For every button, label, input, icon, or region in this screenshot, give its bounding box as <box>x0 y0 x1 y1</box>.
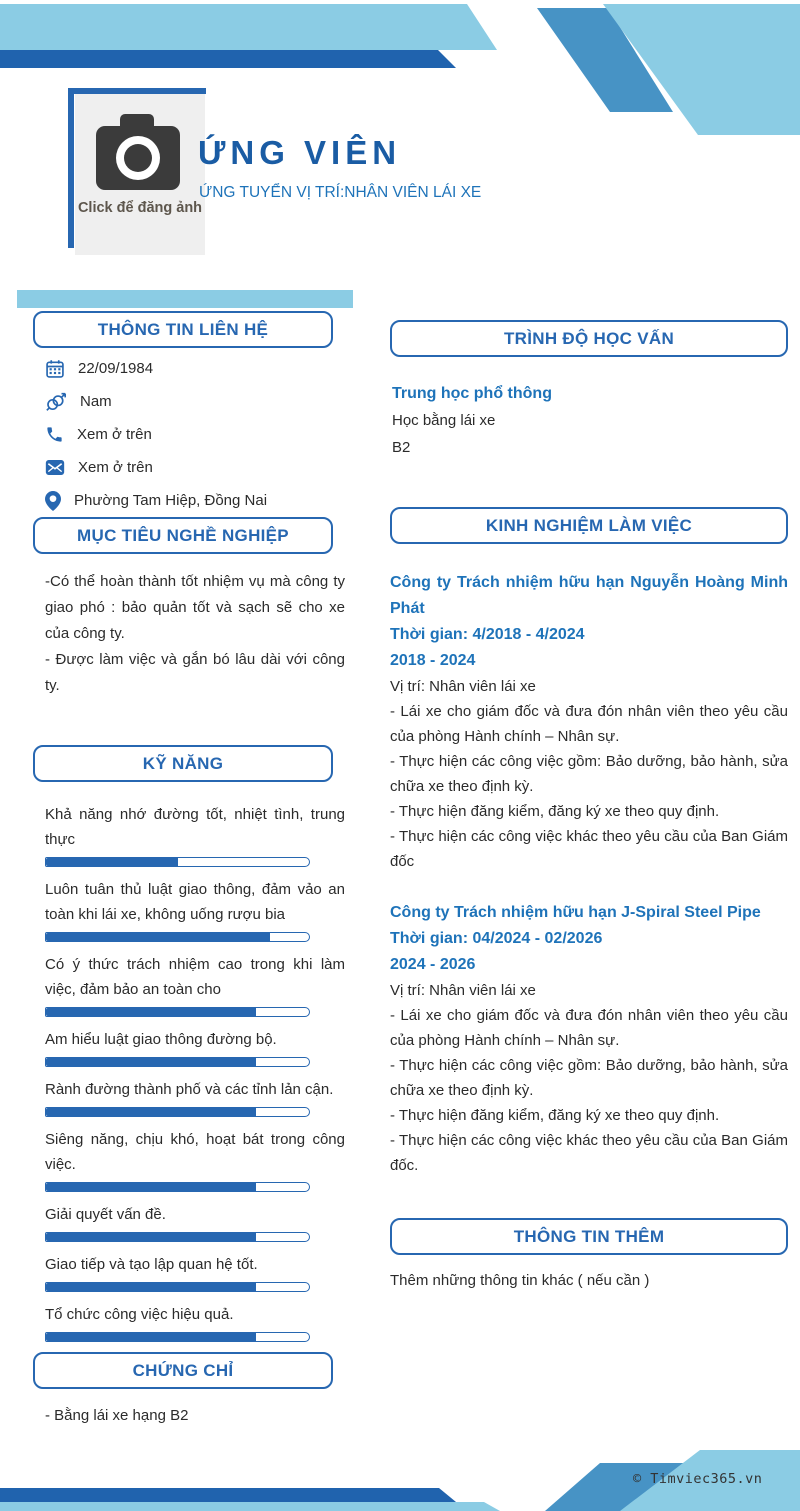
objective-paragraph: - Được làm việc và gắn bó lâu dài với công ty. <box>45 651 345 694</box>
contact-item-address <box>45 484 355 517</box>
objective-paragraph: -Có thể hoàn thành tốt nhiệm vụ mà công ty giao phó : bảo quản tốt và sạch sẽ cho xe của công ty. <box>45 573 345 642</box>
skill-item <box>45 952 345 1017</box>
job-period: Thời gian: 04/2024 - 02/2026 <box>390 930 603 947</box>
skill-label: Tổ chức công việc hiệu quả. <box>45 1306 234 1323</box>
skill-item <box>45 1077 345 1117</box>
photo-frame-left <box>68 88 74 248</box>
skill-label: Khả năng nhớ đường tốt, nhiệt tình, trung thực <box>45 806 345 848</box>
skill-label: Giao tiếp và tạo lập quan hệ tốt. <box>45 1256 258 1273</box>
skill-label: Có ý thức trách nhiệm cao trong khi làm việc, đảm bảo an toàn cho <box>45 956 345 998</box>
job-company: Công ty Trách nhiệm hữu hạn J-Spiral Steel Pipe <box>390 904 761 921</box>
header-band-dark <box>0 50 456 68</box>
skill-item <box>45 1127 345 1192</box>
skill-bar-fill <box>46 933 270 941</box>
job-bullet: - Thực hiện đăng kiểm, đăng ký xe theo quy định. <box>390 1107 720 1124</box>
section-title-additional-label: THÔNG TIN THÊM <box>513 1226 665 1246</box>
photo-caption: Click để đăng ảnh <box>77 200 203 216</box>
skill-bar-fill <box>46 1108 256 1116</box>
footer-band-light <box>0 1502 500 1511</box>
contact-item-email <box>45 451 355 484</box>
contact-address-value: Phường Tam Hiệp, Đồng Nai <box>74 492 268 509</box>
skill-label: Giải quyết vấn đề. <box>45 1206 166 1223</box>
skill-bar-track <box>45 1332 310 1342</box>
photo-upload[interactable] <box>75 94 205 255</box>
section-title-experience <box>390 507 788 544</box>
contact-item-phone <box>45 418 355 451</box>
skill-item <box>45 877 345 942</box>
additional-info-text: Thêm những thông tin khác ( nếu cần ) <box>390 1272 650 1289</box>
brand-credit: © Timviec365.vn <box>633 1471 763 1487</box>
email-icon <box>45 459 65 476</box>
education-detail: Học bằng lái xe <box>392 412 496 429</box>
contact-accent-bar <box>17 290 353 308</box>
applied-position: ỨNG TUYỂN VỊ TRÍ:NHÂN VIÊN LÁI XE <box>199 184 482 201</box>
header-band-light <box>0 4 500 50</box>
education-school: Trung học phổ thông <box>392 385 552 402</box>
right-column <box>390 320 788 1289</box>
section-title-contact-label: THÔNG TIN LIÊN HỆ <box>97 319 269 339</box>
contact-item-birthday <box>45 352 355 385</box>
skill-bar-track <box>45 1182 310 1192</box>
section-title-contact <box>33 311 333 348</box>
contact-gender-value: Nam <box>80 393 112 410</box>
camera-icon <box>94 114 186 194</box>
section-title-experience-label: KINH NGHIỆM LÀM VIỆC <box>485 515 693 535</box>
skill-bar-fill <box>46 1183 256 1191</box>
education-entry <box>392 381 788 461</box>
section-title-education <box>390 320 788 357</box>
objective-text <box>45 569 345 699</box>
skill-item <box>45 1252 345 1292</box>
skill-item <box>45 802 345 867</box>
skill-bar-track <box>45 1007 310 1017</box>
section-title-additional <box>390 1218 788 1255</box>
skills-list <box>45 802 345 1342</box>
contact-list <box>45 352 355 517</box>
job-bullet: - Thực hiện đăng kiểm, đăng ký xe theo quy định. <box>390 803 720 820</box>
skill-bar-track <box>45 1282 310 1292</box>
education-detail: B2 <box>392 439 411 456</box>
skill-item <box>45 1027 345 1067</box>
experience-entry <box>390 570 788 874</box>
section-title-certificates <box>33 1352 333 1389</box>
skill-bar-fill <box>46 1333 256 1341</box>
skill-label: Rành đường thành phố và các tỉnh lản cận. <box>45 1081 334 1098</box>
skill-label: Am hiểu luật giao thông đường bộ. <box>45 1031 277 1048</box>
section-title-certificates-label: CHỨNG CHỈ <box>132 1360 234 1380</box>
job-bullet: - Thực hiện các công việc gồm: Bảo dưỡng, bảo hành, sửa chữa xe theo định kỳ. <box>390 753 788 795</box>
skill-item <box>45 1202 345 1242</box>
candidate-name: ỨNG VIÊN <box>198 134 402 171</box>
gender-icon <box>45 392 67 412</box>
skill-bar-fill <box>46 1008 256 1016</box>
skill-bar-track <box>45 1107 310 1117</box>
job-period: Thời gian: 4/2018 - 4/2024 <box>390 626 585 643</box>
skill-label: Luôn tuân thủ luật giao thông, đảm vảo an toàn khi lái xe, không uống rượu bia <box>45 881 345 923</box>
job-bullet: - Lái xe cho giám đốc và đưa đón nhân viên theo yêu cầu của phòng Hành chính – Nhân sự. <box>390 703 788 745</box>
contact-phone-value: Xem ở trên <box>77 426 152 443</box>
skill-bar-fill <box>46 858 178 866</box>
phone-icon <box>45 425 64 444</box>
job-company: Công ty Trách nhiệm hữu hạn Nguyễn Hoàng Minh Phát <box>390 574 788 617</box>
skill-bar-track <box>45 1232 310 1242</box>
section-title-objective <box>33 517 333 554</box>
section-title-objective-label: MỤC TIÊU NGHỀ NGHIỆP <box>77 525 289 545</box>
footer-band-dark <box>0 1488 456 1502</box>
section-title-skills-label: KỸ NĂNG <box>142 753 224 773</box>
skill-bar-fill <box>46 1058 256 1066</box>
section-title-education-label: TRÌNH ĐỘ HỌC VẤN <box>503 328 675 348</box>
section-title-skills <box>33 745 333 782</box>
job-bullet: - Thực hiện các công việc khác theo yêu cầu của Ban Giám đốc <box>390 828 788 870</box>
certificate-item: - Bằng lái xe hạng B2 <box>45 1407 189 1424</box>
skill-label: Siêng năng, chịu khó, hoạt bát trong công việc. <box>45 1131 345 1173</box>
location-icon <box>45 491 61 511</box>
calendar-icon <box>45 359 65 379</box>
experience-entry <box>390 900 788 1178</box>
job-years: 2024 - 2026 <box>390 956 476 973</box>
skill-bar-track <box>45 932 310 942</box>
contact-email-value: Xem ở trên <box>78 459 153 476</box>
skill-item <box>45 1302 345 1342</box>
job-bullet: - Thực hiện các công việc khác theo yêu cầu của Ban Giám đốc. <box>390 1132 788 1174</box>
skill-bar-fill <box>46 1283 256 1291</box>
job-bullet: - Thực hiện các công việc gồm: Bảo dưỡng, bảo hành, sửa chữa xe theo định kỳ. <box>390 1057 788 1099</box>
contact-birthday-value: 22/09/1984 <box>78 360 154 377</box>
skill-bar-fill <box>46 1233 256 1241</box>
skill-bar-track <box>45 1057 310 1067</box>
job-position: Vị trí: Nhân viên lái xe <box>390 982 536 999</box>
job-position: Vị trí: Nhân viên lái xe <box>390 678 536 695</box>
contact-item-gender <box>45 385 355 418</box>
left-column <box>15 290 355 1424</box>
job-bullet: - Lái xe cho giám đốc và đưa đón nhân viên theo yêu cầu của phòng Hành chính – Nhân sự. <box>390 1007 788 1049</box>
job-years: 2018 - 2024 <box>390 652 476 669</box>
skill-bar-track <box>45 857 310 867</box>
